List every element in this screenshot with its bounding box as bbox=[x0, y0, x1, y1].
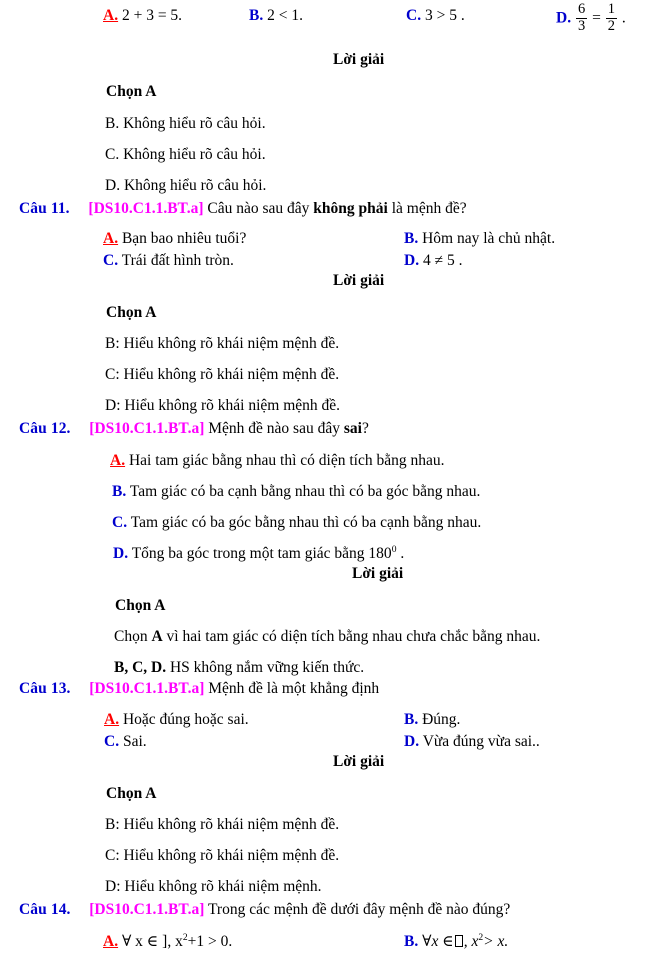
explanation-line: D: Hiểu không rõ khái niệm mệnh. bbox=[105, 878, 322, 895]
question-12-heading bbox=[19, 421, 369, 437]
option-letter-a: A. bbox=[103, 7, 119, 24]
option-text-d: 4 ≠ 5 . bbox=[422, 252, 463, 269]
explanation-line: C: Hiểu không rõ khái niệm mệnh đề. bbox=[105, 366, 340, 383]
explanation-line: C. Không hiểu rõ câu hỏi. bbox=[105, 146, 266, 163]
option-text-b: Tam giác có ba cạnh bằng nhau thì có ba góc bằng nhau. bbox=[129, 483, 481, 500]
option-letter-c: C. bbox=[103, 252, 119, 269]
option-text-c: Tam giác có ba góc bằng nhau thì có ba cạnh bằng nhau. bbox=[130, 514, 482, 531]
question-number: Câu 13. bbox=[19, 680, 71, 697]
q12-option-b bbox=[112, 484, 480, 500]
explanation-line: C: Hiểu không rõ khái niệm mệnh đề. bbox=[105, 847, 340, 864]
chosen-answer: Chọn A bbox=[106, 304, 157, 321]
option-letter-b: B. bbox=[249, 7, 264, 24]
q13-option-c bbox=[104, 734, 147, 750]
option-text-b: 2 < 1. bbox=[267, 7, 303, 24]
explanation-line: D: Hiểu không rõ khái niệm mệnh đề. bbox=[105, 397, 341, 414]
reason-part: Chọn bbox=[114, 628, 152, 645]
q11-option-c bbox=[103, 253, 234, 269]
option-text-a: 2 + 3 = 5. bbox=[121, 7, 183, 24]
option-letter-c: C. bbox=[104, 733, 120, 750]
q10-option-b bbox=[249, 8, 303, 24]
explanation-line: B. Không hiểu rõ câu hỏi. bbox=[105, 115, 266, 132]
option-letter-a: A. bbox=[103, 230, 119, 247]
chosen-answer: Chọn A bbox=[115, 597, 166, 614]
q10-option-a bbox=[103, 8, 182, 24]
fraction-numerator: 6 bbox=[577, 1, 586, 17]
fraction-one-half bbox=[606, 2, 617, 34]
option-letter-d: D. bbox=[113, 545, 129, 562]
question-11-heading bbox=[19, 201, 467, 217]
chosen-answer: Chọn A bbox=[106, 785, 157, 802]
reason-part: vì hai tam giác có diện tích bằng nhau chưa chắc bằng nhau. bbox=[162, 628, 541, 645]
option-text-c: 3 > 5 . bbox=[424, 7, 465, 24]
option-letter-d: D. bbox=[404, 252, 420, 269]
option-text-a: Hai tam giác bằng nhau thì có diện tích bằng nhau. bbox=[128, 452, 445, 469]
explanation-line: B: Hiểu không rõ khái niệm mệnh đề. bbox=[105, 816, 340, 833]
chosen-answer: Chọn A bbox=[106, 83, 157, 100]
exponent-a: 2 bbox=[182, 931, 188, 943]
question-stem-part: là mệnh đề? bbox=[387, 200, 467, 217]
fraction-denominator: 2 bbox=[607, 17, 615, 34]
question-stem-part: Mệnh đề nào sau đây bbox=[208, 420, 344, 437]
question-number: Câu 12. bbox=[19, 420, 71, 437]
q14-option-a bbox=[103, 931, 233, 950]
quantifier-expression-a: ∀ x ∈ ] bbox=[121, 933, 168, 950]
option-letter-c: C. bbox=[112, 514, 128, 531]
question-code: [DS10.C1.1.BT.a] bbox=[89, 420, 205, 437]
option-text-d: Vừa đúng vừa sai.. bbox=[422, 733, 540, 750]
q11-option-d bbox=[404, 253, 462, 269]
option-letter-a: A. bbox=[104, 711, 120, 728]
solution-title: Lời giải bbox=[333, 272, 385, 289]
option-letter-b: B. bbox=[112, 483, 127, 500]
reason-emphasis: A bbox=[151, 628, 163, 645]
option-text-c: Sai. bbox=[122, 733, 147, 750]
question-stem-emphasis: sai bbox=[343, 420, 362, 437]
option-text-b: Đúng. bbox=[422, 711, 461, 728]
option-letter-b: B. bbox=[404, 933, 419, 950]
question-number: Câu 11. bbox=[19, 200, 70, 217]
q13-option-a bbox=[104, 712, 249, 728]
option-letter-a: A. bbox=[110, 452, 126, 469]
fraction-numerator: 1 bbox=[607, 1, 615, 17]
quantifier-expression-b: ∀x ∈ bbox=[422, 933, 454, 950]
question-code: [DS10.C1.1.BT.a] bbox=[88, 200, 204, 217]
period: . bbox=[621, 9, 626, 27]
equals-sign: = bbox=[592, 9, 601, 27]
fraction-denominator: 3 bbox=[577, 17, 586, 34]
option-letter-b: B. bbox=[404, 230, 419, 247]
note-text: HS không nắm vững kiến thức. bbox=[166, 659, 365, 676]
option-text-c: Trái đất hình tròn. bbox=[121, 252, 234, 269]
question-code: [DS10.C1.1.BT.a] bbox=[89, 680, 205, 697]
explanation-line: B: Hiểu không rõ khái niệm mệnh đề. bbox=[105, 335, 340, 352]
question-stem: Trong các mệnh đề dưới đây mệnh đề nào đúng? bbox=[207, 901, 511, 918]
q13-option-b bbox=[404, 712, 460, 728]
explanation-reason bbox=[114, 629, 540, 645]
option-text-a: Bạn bao nhiêu tuổi? bbox=[121, 230, 247, 247]
option-text-b: Hôm nay là chủ nhật. bbox=[422, 230, 556, 247]
q13-option-d bbox=[404, 734, 540, 750]
exponent-b: 2 bbox=[478, 931, 484, 943]
option-text-b: , x bbox=[463, 933, 479, 950]
option-text-a-tail: +1 > 0. bbox=[187, 933, 233, 950]
q12-option-c bbox=[112, 515, 481, 531]
degree-superscript: 0 bbox=[391, 543, 397, 555]
option-text-a: , x bbox=[167, 933, 183, 950]
option-text-d: Tổng ba góc trong một tam giác bằng 180 bbox=[131, 545, 392, 562]
option-letter-a: A. bbox=[103, 933, 119, 950]
question-14-heading bbox=[19, 902, 510, 918]
q10-option-d bbox=[556, 3, 626, 35]
question-number: Câu 14. bbox=[19, 901, 71, 918]
q10-option-c bbox=[406, 8, 465, 24]
option-letter-d: D. bbox=[404, 733, 420, 750]
note-labels: B, C, D. bbox=[114, 659, 167, 676]
option-letter-b: B. bbox=[404, 711, 419, 728]
question-stem-emphasis: không phải bbox=[313, 200, 388, 217]
explanation-line: D. Không hiểu rõ câu hỏi. bbox=[105, 177, 267, 194]
question-13-heading bbox=[19, 681, 379, 697]
missing-glyph-box-icon bbox=[455, 935, 463, 948]
solution-title: Lời giải bbox=[333, 51, 385, 68]
option-text-d-tail: . bbox=[396, 545, 405, 562]
option-letter-c: C. bbox=[406, 7, 422, 24]
solution-title: Lời giải bbox=[333, 753, 385, 770]
question-stem: Mệnh đề là một khẳng định bbox=[208, 680, 380, 697]
option-text-b-tail: > x. bbox=[483, 933, 509, 950]
q11-option-b bbox=[404, 231, 555, 247]
option-text-a: Hoặc đúng hoặc sai. bbox=[122, 711, 249, 728]
option-letter-d: D. bbox=[556, 9, 572, 27]
fraction-six-thirds bbox=[576, 2, 587, 34]
q12-option-d bbox=[113, 543, 405, 562]
q12-option-a bbox=[110, 453, 444, 469]
question-stem-part: Câu nào sau đây bbox=[207, 200, 314, 217]
solution-title: Lời giải bbox=[352, 565, 404, 582]
explanation-note bbox=[114, 660, 364, 676]
question-stem-part: ? bbox=[361, 420, 369, 437]
q11-option-a bbox=[103, 231, 246, 247]
question-code: [DS10.C1.1.BT.a] bbox=[89, 901, 205, 918]
q14-option-b bbox=[404, 931, 509, 950]
